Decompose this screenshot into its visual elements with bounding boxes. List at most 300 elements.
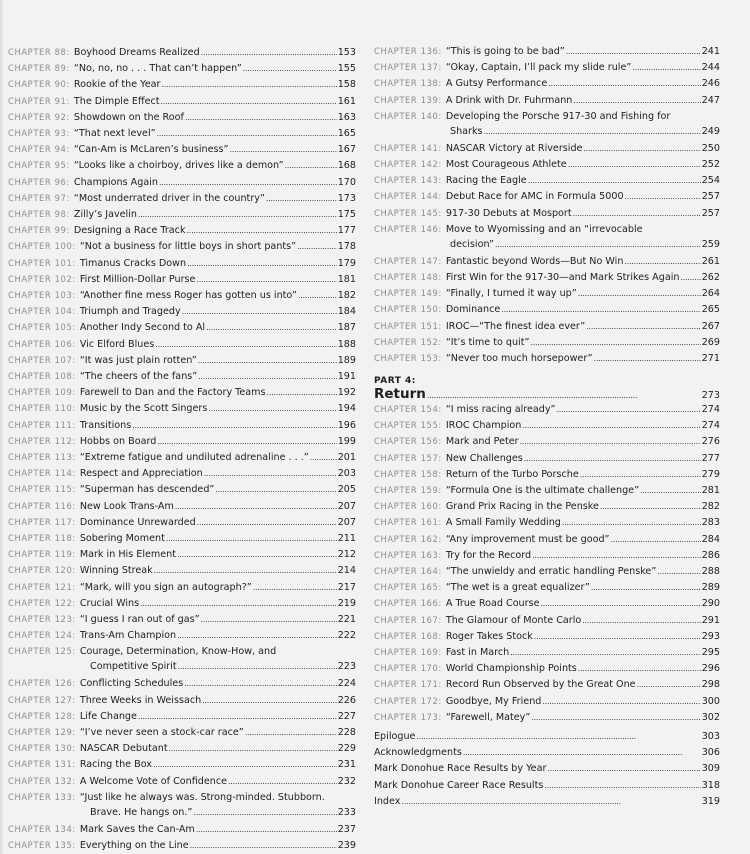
chapter-title: Hobbs on Board (79, 435, 157, 447)
leader-dots (637, 679, 701, 691)
chapter-number: CHAPTER 130: (8, 743, 76, 754)
chapter-number: CHAPTER 124: (8, 630, 76, 641)
toc-entry-line1[interactable] (374, 110, 720, 123)
page-number: 179 (337, 257, 356, 269)
chapter-number: CHAPTER 138: (374, 78, 442, 89)
toc-entry[interactable] (374, 45, 720, 58)
leader-dots (573, 95, 700, 107)
page-number: 207 (337, 516, 356, 528)
chapter-number: CHAPTER 164: (374, 566, 442, 576)
page-number: 249 (701, 125, 720, 137)
toc-entry[interactable] (8, 758, 356, 771)
toc-entry[interactable] (8, 742, 356, 755)
chapter-number: CHAPTER 100: (8, 241, 76, 252)
chapter-number: CHAPTER 157: (374, 452, 442, 463)
page-number: 269 (701, 336, 720, 348)
chapter-title: “Never too much horsepower” (445, 353, 593, 364)
toc-entry[interactable] (374, 287, 720, 300)
page-number: 252 (701, 159, 720, 170)
leader-dots (187, 258, 337, 270)
leader-dots (540, 598, 700, 610)
toc-entry[interactable] (8, 548, 356, 561)
chapter-title: Three Weeks in Weissach (79, 694, 202, 706)
toc-entry[interactable] (8, 629, 356, 642)
chapter-title: First Win for the 917-30—and Mark Strikes Again (445, 272, 680, 283)
toc-entry[interactable] (8, 354, 356, 367)
page-number: 205 (337, 484, 356, 496)
page-number: 300 (701, 695, 720, 707)
chapter-number: CHAPTER 111: (8, 419, 76, 430)
toc-entry[interactable] (374, 142, 720, 155)
chapter-number: CHAPTER 159: (374, 485, 442, 495)
toc-entry[interactable] (8, 402, 356, 415)
toc-entry[interactable] (8, 597, 356, 610)
chapter-number: CHAPTER 110: (8, 403, 76, 414)
leader-dots (573, 208, 701, 220)
part-title-row[interactable] (374, 386, 720, 402)
chapter-title-continued: Brave. He hangs on.” (90, 806, 193, 818)
leader-dots (566, 46, 701, 58)
chapter-number: CHAPTER 139: (374, 94, 442, 105)
toc-entry[interactable] (374, 61, 720, 74)
toc-entry[interactable] (8, 176, 356, 189)
chapter-title: The Dimple Effect (73, 95, 160, 107)
chapter-title: The Glamour of Monte Carlo (445, 614, 582, 626)
chapter-number: CHAPTER 148: (374, 272, 442, 282)
chapter-title: Another Indy Second to Al (79, 322, 206, 334)
leader-dots (196, 824, 337, 836)
leader-dots (297, 241, 337, 253)
leader-dots (182, 306, 337, 318)
page-number: 233 (337, 806, 356, 818)
chapter-number: CHAPTER 125: (8, 646, 76, 657)
page-number: 291 (701, 614, 720, 626)
leader-dots (154, 565, 337, 577)
page-number: 279 (701, 468, 720, 480)
toc-entry[interactable] (374, 468, 720, 481)
page-number: 289 (701, 582, 720, 594)
chapter-title: “The cheers of the fans” (79, 371, 198, 382)
toc-entry[interactable] (8, 111, 356, 124)
chapter-number: CHAPTER 170: (374, 663, 442, 674)
toc-entry[interactable] (8, 839, 356, 852)
toc-entry[interactable] (374, 419, 720, 432)
chapter-number: CHAPTER 93: (8, 128, 70, 138)
toc-entry-line2[interactable] (374, 239, 720, 251)
toc-entry[interactable] (8, 564, 356, 577)
chapter-title: Boyhood Dreams Realized (73, 47, 200, 58)
toc-entry[interactable] (374, 731, 720, 743)
page-number: 224 (337, 678, 356, 690)
chapter-title: Return of the Turbo Porsche (445, 468, 579, 480)
page-number: 281 (701, 485, 720, 496)
toc-entry[interactable] (374, 763, 720, 775)
page-number: 286 (701, 549, 720, 561)
chapter-number: CHAPTER 137: (374, 62, 442, 73)
leader-dots (153, 759, 337, 771)
toc-entry[interactable] (374, 630, 720, 643)
chapter-title: Goodbye, My Friend (445, 695, 542, 707)
toc-entry-line1[interactable] (8, 791, 356, 804)
leader-dots (544, 780, 700, 792)
chapter-number: CHAPTER 126: (8, 678, 76, 689)
page-number: 163 (337, 111, 356, 123)
chapter-title: Racing the Eagle (445, 175, 527, 187)
toc-entry[interactable] (8, 192, 356, 205)
toc-entry[interactable] (374, 207, 720, 220)
chapter-title: Farewell to Dan and the Factory Teams (79, 387, 266, 399)
page-number: 254 (701, 175, 720, 187)
leader-dots (198, 355, 337, 367)
leader-dots (548, 78, 700, 90)
toc-entry[interactable] (8, 726, 356, 739)
chapter-title: “I miss racing already” (445, 404, 556, 415)
toc-entry[interactable] (374, 77, 720, 90)
chapter-number: CHAPTER 152: (374, 336, 442, 347)
toc-entry[interactable] (374, 533, 720, 546)
chapter-number: CHAPTER 95: (8, 160, 70, 171)
leader-dots (657, 566, 700, 578)
leader-dots (401, 796, 700, 808)
chapter-title: Most Courageous Athlete (445, 159, 567, 170)
chapter-title: Music by the Scott Singers (79, 403, 208, 415)
chapter-number: CHAPTER 146: (374, 223, 442, 234)
toc-entry[interactable] (374, 662, 720, 675)
toc-entry[interactable] (374, 565, 720, 578)
chapter-number: CHAPTER 134: (8, 823, 76, 834)
leader-dots (510, 647, 700, 659)
chapter-number: CHAPTER 121: (8, 581, 76, 592)
toc-entry[interactable] (374, 94, 720, 107)
toc-entry-line2[interactable] (8, 661, 356, 673)
chapter-number: CHAPTER 144: (374, 191, 442, 202)
leader-dots (193, 807, 336, 819)
page-number: 232 (337, 775, 356, 787)
chapter-title: “No, no, no . . . That can’t happen” (73, 63, 242, 75)
chapter-title: “Looks like a choirboy, drives like a demon” (73, 160, 284, 172)
page-number: 165 (337, 128, 356, 139)
toc-entry[interactable] (8, 775, 356, 788)
chapter-title: “I guess I ran out of gas” (79, 614, 200, 625)
chapter-title: Showdown on the Roof (73, 111, 184, 123)
toc-entry[interactable] (8, 581, 356, 594)
page-number: 170 (337, 176, 356, 188)
chapter-title: “Extreme fatigue and undiluted adrenaline . . .” (79, 452, 309, 463)
leader-dots (484, 126, 701, 138)
page-number: 290 (701, 598, 720, 610)
page-number: 262 (701, 272, 720, 283)
leader-dots (524, 453, 701, 465)
toc-entry[interactable] (8, 95, 356, 108)
toc-entry[interactable] (8, 159, 356, 172)
toc-entry[interactable] (8, 613, 356, 626)
leader-dots (175, 501, 337, 513)
page-number: 219 (337, 597, 356, 609)
leader-dots (230, 144, 337, 156)
toc-entry[interactable] (374, 678, 720, 691)
chapter-title: NASCAR Debutant (79, 743, 168, 755)
leader-dots (201, 614, 337, 626)
chapter-number: CHAPTER 133: (8, 791, 76, 802)
chapter-number: CHAPTER 143: (374, 175, 442, 186)
page-number: 303 (701, 731, 720, 742)
toc-entry[interactable] (8, 62, 356, 75)
toc-entry[interactable] (8, 305, 356, 318)
toc-entry[interactable] (374, 452, 720, 465)
chapter-number: CHAPTER 107: (8, 354, 76, 365)
chapter-title-continued: decision” (450, 238, 494, 250)
toc-entry[interactable] (374, 597, 720, 610)
toc-entry[interactable] (8, 240, 356, 253)
chapter-title: Grand Prix Racing in the Penske (445, 501, 599, 513)
chapter-title: Dominance (445, 304, 501, 316)
chapter-title: A Small Family Wedding (445, 517, 561, 529)
chapter-title: Dominance Unrewarded (79, 516, 196, 528)
chapter-title: Champions Again (73, 176, 158, 188)
page-number: 194 (337, 403, 356, 415)
leader-dots (206, 322, 337, 334)
page-number: 274 (701, 404, 720, 415)
toc-entry[interactable] (374, 271, 720, 284)
page-number: 277 (701, 452, 720, 464)
leader-dots (245, 727, 337, 739)
page-number: 265 (701, 304, 720, 316)
toc-entry[interactable] (374, 500, 720, 513)
toc-entry[interactable] (8, 823, 356, 836)
chapter-title: Designing a Race Track (73, 225, 186, 237)
toc-entry[interactable] (8, 516, 356, 529)
chapter-title: “The unwieldy and erratic handling Penske” (445, 566, 657, 577)
chapter-title: A Gutsy Performance (445, 78, 548, 90)
toc-entry[interactable] (8, 467, 356, 480)
chapter-number: CHAPTER 88: (8, 47, 70, 57)
page-number: 201 (337, 452, 356, 463)
toc-entry[interactable] (8, 289, 356, 302)
chapter-title: Trans-Am Champion (79, 630, 177, 642)
toc-entry[interactable] (374, 747, 720, 759)
chapter-title: Index (374, 795, 401, 807)
page-number: 282 (701, 501, 720, 513)
toc-entry[interactable] (374, 255, 720, 268)
page-number: 173 (337, 192, 356, 204)
leader-dots (161, 79, 336, 91)
chapter-title-continued: Sharks (450, 125, 483, 137)
toc-entry[interactable] (374, 780, 720, 792)
chapter-number: CHAPTER 116: (8, 500, 76, 511)
leader-dots (583, 143, 700, 155)
toc-entry[interactable] (8, 451, 356, 464)
toc-entry[interactable] (8, 224, 356, 237)
page-number: 298 (701, 679, 720, 691)
page-number: 168 (337, 160, 356, 172)
page-number: 229 (337, 743, 356, 755)
chapter-number: CHAPTER 117: (8, 516, 76, 527)
chapter-title: IROC—“The finest idea ever” (445, 320, 586, 332)
leader-dots (586, 321, 700, 333)
chapter-number: CHAPTER 173: (374, 711, 442, 722)
chapter-title: Courage, Determination, Know-How, and (79, 646, 277, 658)
toc-entry[interactable] (374, 336, 720, 349)
chapter-title: “Finally, I turned it way up” (445, 288, 577, 300)
toc-entry[interactable] (8, 386, 356, 399)
leader-dots (640, 485, 701, 497)
leader-dots (161, 96, 337, 108)
chapter-number: CHAPTER 109: (8, 387, 76, 398)
leader-dots (416, 731, 700, 743)
chapter-title: “Farewell, Matey” (445, 711, 531, 723)
chapter-number: CHAPTER 167: (374, 614, 442, 625)
toc-entry[interactable] (374, 614, 720, 627)
toc-entry[interactable] (374, 403, 720, 416)
toc-entry[interactable] (8, 338, 356, 351)
chapter-number: CHAPTER 105: (8, 322, 76, 333)
leader-dots (169, 743, 337, 755)
chapter-number: CHAPTER 118: (8, 533, 76, 543)
leader-dots (528, 175, 701, 187)
page-number: 177 (337, 225, 356, 237)
chapter-title: Fantastic beyond Words—But No Win (445, 255, 624, 267)
page-number: 199 (337, 435, 356, 447)
toc-entry[interactable] (8, 273, 356, 286)
leader-dots (204, 468, 337, 480)
leader-dots (201, 47, 337, 59)
page-number: 212 (337, 549, 356, 561)
leader-dots (208, 403, 336, 415)
toc-entry[interactable] (8, 419, 356, 432)
leader-dots (166, 533, 337, 545)
chapter-title: Debut Race for AMC in Formula 5000 (445, 191, 624, 203)
leader-dots (578, 288, 701, 300)
chapter-number: CHAPTER 103: (8, 290, 76, 300)
chapter-title: 917-30 Debuts at Mosport (445, 207, 572, 219)
toc-entry[interactable] (8, 143, 356, 156)
page-number: 244 (701, 62, 720, 74)
toc-entry[interactable] (374, 581, 720, 594)
page-number: 284 (701, 533, 720, 545)
leader-dots (187, 225, 337, 237)
page-number: 295 (701, 647, 720, 658)
chapter-title: Move to Wyomissing and an “irrevocable (445, 223, 643, 235)
chapter-number: CHAPTER 165: (374, 582, 442, 593)
toc-entry[interactable] (8, 500, 356, 513)
toc-entry-line1[interactable] (374, 223, 720, 236)
leader-dots (600, 501, 701, 513)
chapter-number: CHAPTER 94: (8, 144, 70, 155)
toc-entry[interactable] (374, 435, 720, 448)
chapter-number: CHAPTER 158: (374, 468, 442, 479)
toc-entry[interactable] (374, 549, 720, 562)
toc-entry[interactable] (374, 158, 720, 171)
chapter-number: CHAPTER 127: (8, 694, 76, 705)
part-label: PART 4: (374, 376, 416, 386)
page-number: 231 (337, 759, 356, 771)
toc-entry[interactable] (8, 257, 356, 270)
page-number: 228 (337, 727, 356, 738)
leader-dots (582, 615, 700, 627)
chapter-title: Developing the Porsche 917-30 and Fishing for (445, 110, 671, 122)
leader-dots (132, 420, 336, 432)
chapter-number: CHAPTER 113: (8, 452, 76, 462)
chapter-number: CHAPTER 115: (8, 484, 76, 495)
leader-dots (680, 272, 700, 284)
toc-entry[interactable] (8, 370, 356, 383)
page-number: 274 (701, 420, 720, 432)
toc-entry[interactable] (374, 695, 720, 708)
chapter-title: “That next level” (73, 128, 156, 139)
page-number: 319 (701, 795, 720, 807)
chapter-number: CHAPTER 98: (8, 209, 70, 219)
page-number: 306 (701, 747, 720, 759)
toc-entry-line2[interactable] (374, 126, 720, 138)
part-page-number: 273 (701, 390, 720, 401)
toc-entry[interactable] (374, 320, 720, 333)
leader-dots (522, 420, 700, 432)
page-number: 192 (337, 387, 356, 399)
toc-entry[interactable] (374, 484, 720, 497)
leader-dots (624, 256, 700, 268)
chapter-title: New Challenges (445, 452, 523, 464)
leader-dots (243, 63, 337, 75)
chapter-title: “Superman has descended” (79, 484, 215, 496)
leader-dots (177, 549, 337, 561)
toc-entry-line1[interactable] (8, 645, 356, 658)
toc-entry[interactable] (374, 646, 720, 659)
chapter-title: Rookie of the Year (73, 79, 161, 91)
page-number: 214 (337, 565, 356, 577)
toc-entry[interactable] (8, 694, 356, 707)
page-number: 196 (337, 419, 356, 431)
toc-entry[interactable] (8, 208, 356, 221)
chapter-title: Vic Elford Blues (79, 338, 155, 350)
leader-dots (197, 517, 337, 529)
chapter-title: “Mark, will you sign an autograph?” (79, 581, 252, 593)
chapter-title: World Championship Points (445, 663, 577, 675)
toc-entry[interactable] (374, 190, 720, 203)
toc-entry[interactable] (8, 677, 356, 690)
toc-entry[interactable] (8, 78, 356, 91)
chapter-number: CHAPTER 142: (374, 159, 442, 169)
chapter-title: “Just like he always was. Strong-minded. Stubborn. (79, 791, 325, 803)
toc-entry[interactable] (8, 46, 356, 59)
toc-entry[interactable] (8, 127, 356, 140)
page-number: 250 (701, 142, 720, 154)
toc-entry[interactable] (8, 435, 356, 448)
toc-entry[interactable] (374, 174, 720, 187)
toc-entry[interactable] (8, 321, 356, 334)
chapter-title: A Drink with Dr. Fuhrmann (445, 94, 573, 106)
page-number: 221 (337, 614, 356, 625)
chapter-title: Life Change (79, 710, 137, 722)
chapter-title: Winning Streak (79, 565, 153, 577)
toc-entry[interactable] (8, 532, 356, 545)
toc-entry[interactable] (8, 710, 356, 723)
toc-entry[interactable] (374, 303, 720, 316)
chapter-number: CHAPTER 135: (8, 840, 76, 850)
chapter-title: “Not a business for little boys in short pants” (79, 241, 297, 253)
toc-entry[interactable] (374, 711, 720, 724)
chapter-title: “It was just plain rotten” (79, 354, 197, 366)
chapter-title: Record Run Observed by the Great One (445, 679, 636, 691)
toc-entry-line2[interactable] (8, 807, 356, 819)
toc-entry[interactable] (374, 516, 720, 529)
leader-dots (562, 517, 701, 529)
leader-dots (185, 112, 337, 124)
toc-entry[interactable] (374, 796, 720, 808)
toc-entry[interactable] (8, 483, 356, 496)
chapter-number: CHAPTER 99: (8, 225, 70, 236)
toc-entry[interactable] (374, 352, 720, 365)
chapter-number: CHAPTER 153: (374, 353, 442, 363)
